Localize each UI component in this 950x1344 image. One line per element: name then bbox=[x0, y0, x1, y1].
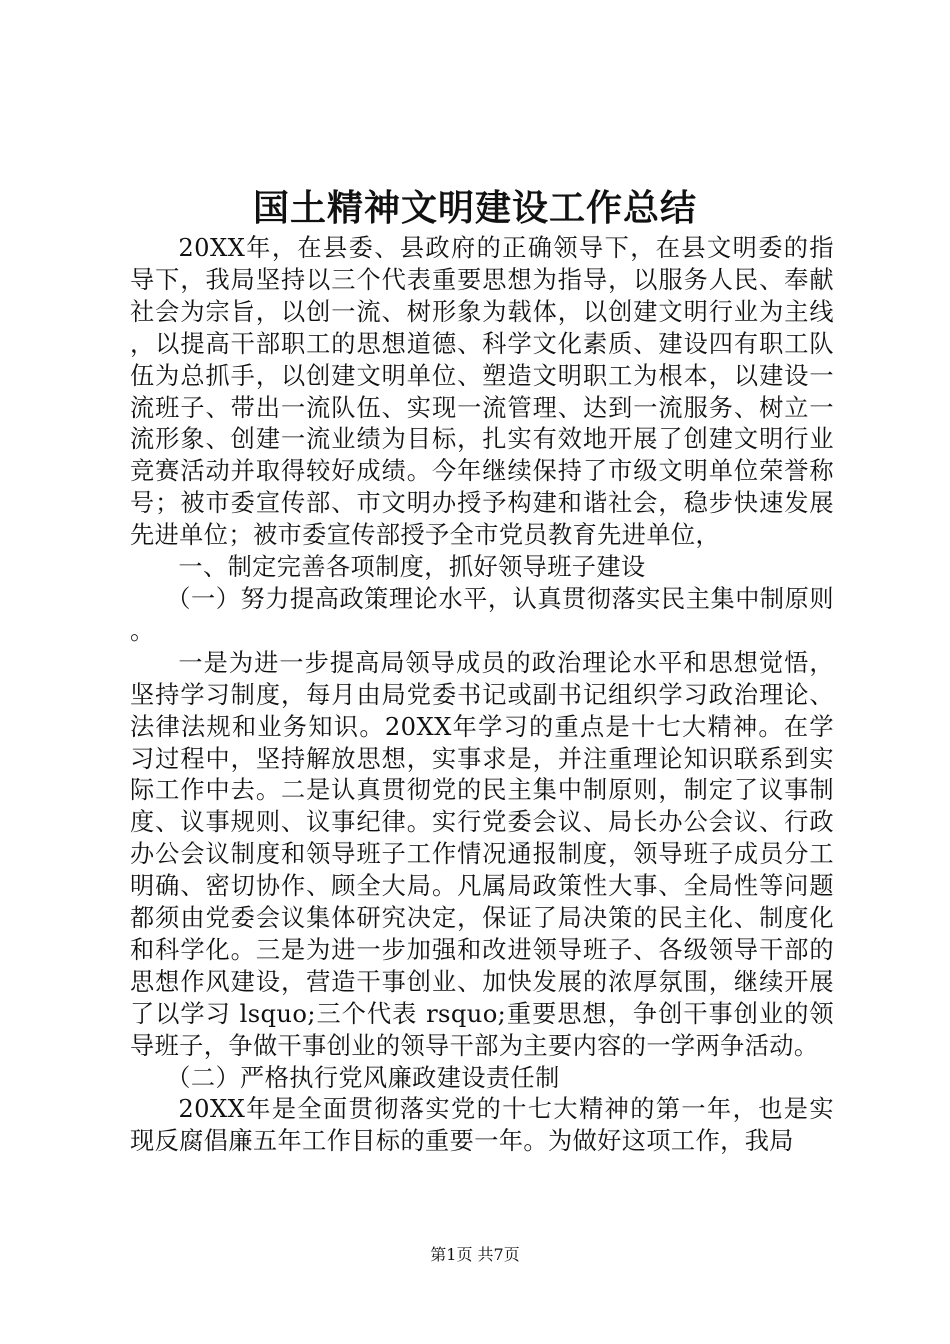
subsection-2-paragraph: 20XX年是全面贯彻落实党的十七大精神的第一年，也是实现反腐倡廉五年工作目标的重要一年。为做好这项工作，我局 bbox=[130, 1095, 834, 1156]
subsection-heading-1: （一）努力提高政策理论水平，认真贯彻落实民主集中制原则。 bbox=[130, 584, 834, 645]
section-heading-1: 一、制定完善各项制度，抓好领导班子建设 bbox=[178, 553, 646, 582]
document-body bbox=[130, 233, 834, 1158]
page-footer: 第1页 共7页 bbox=[430, 1245, 520, 1264]
subsection-heading-2: （二）严格执行党风廉政建设责任制 bbox=[166, 1063, 560, 1092]
document-title: 国土精神文明建设工作总结 bbox=[252, 187, 697, 229]
subsection-1-paragraph: 一是为进一步提高局领导成员的政治理论水平和思想觉悟，坚持学习制度，每月由局党委书记或副书记组织学习政治理论、法律法规和业务知识。20XX年学习的重点是十七大精神。在学习过程中，坚持解放思想，实事求是，并注重理论知识联系到实际工作中去。二是认真贯彻党的民主集中制原则，制定了议事制度、议事规则、议事纪律。实行党委会议、局长办公会议、行政办公会议制度和领导班子工作情况通报制度，领导班子成员分工明确、密切协作、顾全大局。凡属局政策性大事、全局性等问题都须由党委会议集体研究决定，保证了局决策的民主化、制度化和科学化。三是为进一步加强和改进领导班子、各级领导干部的思想作风建设，营造干事创业、加快发展的浓厚氛围，继续开展了以学习 lsquo;三个代表 rsquo;重要思想，争创干事创业的领导班子，争做干事创业的领导干部为主要内容的一学两争活动。 bbox=[130, 648, 834, 1060]
intro-paragraph: 20XX年，在县委、县政府的正确领导下，在县文明委的指导下，我局坚持以三个代表重要思想为指导，以服务人民、奉献社会为宗旨，以创一流、树形象为载体，以创建文明行业为主线，以提高干部职工的思想道德、科学文化素质、建设四有职工队伍为总抓手，以创建文明单位、塑造文明职工为根本，以建设一流班子、带出一流队伍、实现一流管理、达到一流服务、树立一流形象、创建一流业绩为目标，扎实有效地开展了创建文明行业竞赛活动并取得较好成绩。今年继续保持了市级文明单位荣誉称号；被市委宣传部、市文明办授予构建和谐社会，稳步快速发展先进单位；被市委宣传部授予全市党员教育先进单位， bbox=[130, 234, 834, 550]
